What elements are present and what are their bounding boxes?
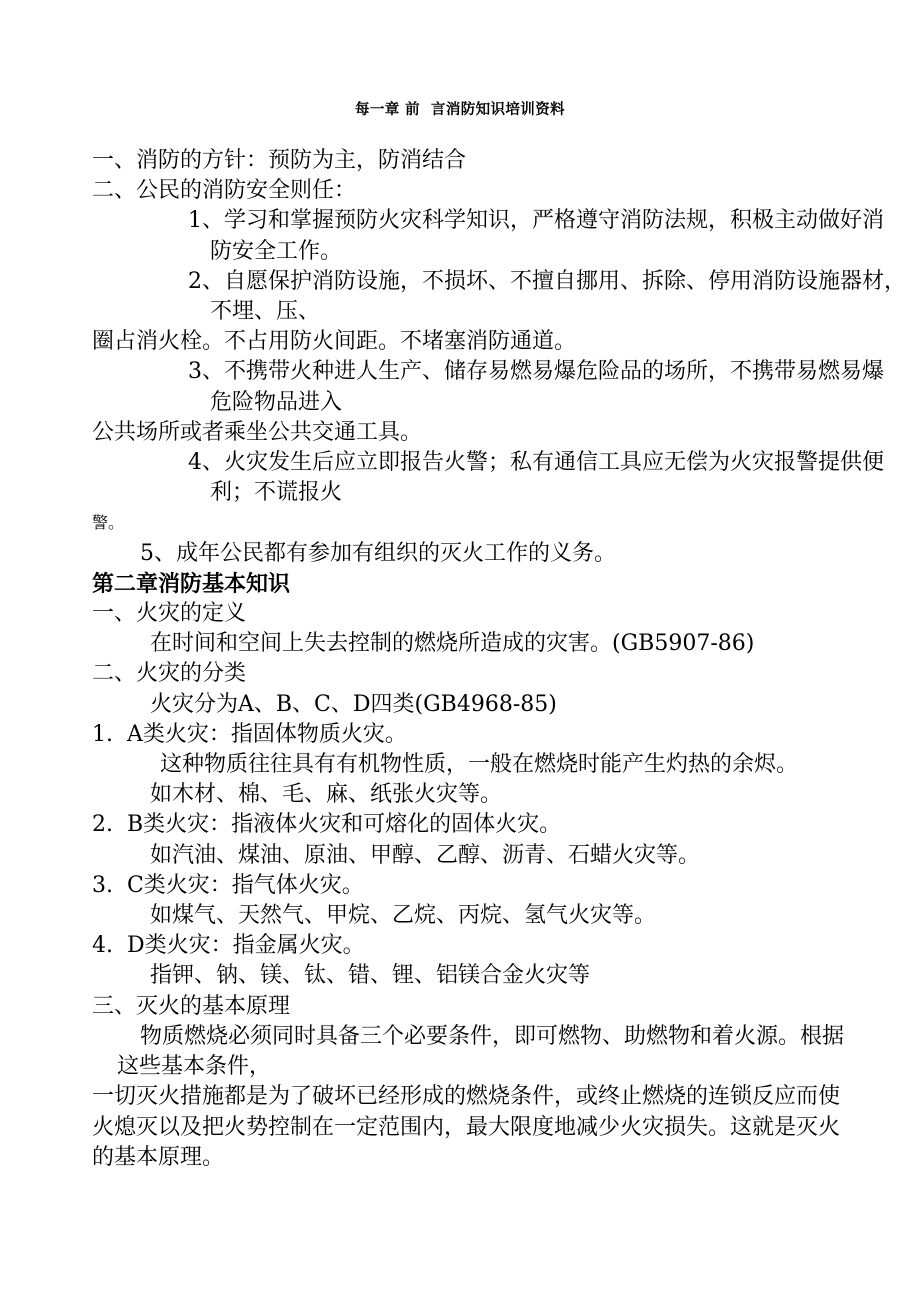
document-line: 1、学习和掌握预防火灾科学知识，严格遵守消防法规，积极主动做好消 <box>188 208 884 234</box>
document-line: 4、火灾发生后应立即报告火警；私有通信工具应无偿为火灾报警提供便 <box>188 450 884 476</box>
document-line: 这些基本条件， <box>117 1054 272 1080</box>
document-line: 一切灭火措施都是为了破坏已经形成的燃烧条件，或终止燃烧的连锁反应而使 <box>92 1084 841 1110</box>
document-line: 公共场所或者乘坐公共交通工具。 <box>92 419 423 445</box>
document-line: 如木材、棉、毛、麻、纸张火灾等。 <box>150 782 503 808</box>
document-line: 圈占消火栓。不占用防火间距。不堵塞消防通道。 <box>92 329 577 355</box>
document-line: 不埋、压、 <box>210 299 321 325</box>
document-line: 三、灭火的基本原理 <box>92 993 291 1019</box>
document-line: 二、公民的消防安全则任： <box>92 178 357 204</box>
document-line: 如煤气、天然气、甲烷、乙烷、丙烷、氢气火灾等。 <box>150 903 657 929</box>
document-line: 的基本原理。 <box>92 1144 225 1170</box>
document-line: 火灾分为A、B、C、D四类(GB4968-85) <box>150 691 557 717</box>
document-line: 4. D类火灾：指金属火灾。 <box>92 933 365 959</box>
document-line: 如汽油、煤油、原油、甲醇、乙醇、沥青、石蜡火灾等。 <box>150 842 701 868</box>
document-line: 一、火灾的定义 <box>92 601 247 627</box>
document-line: 这种物质往往具有有机物性质，一般在燃烧时能产生灼热的余烬。 <box>160 752 799 778</box>
document-line: 3. C类火灾：指气体火灾。 <box>92 872 364 898</box>
document-line: 1. A类火灾：指固体物质火灾。 <box>92 721 407 747</box>
document-line: 2. B类火灾：指液体火灾和可熔化的固体火灾。 <box>92 812 562 838</box>
document-line: 3、不携带火种进人生产、储存易燃易爆危险品的场所，不携带易燃易爆 <box>188 359 884 385</box>
document-line: 利；不谎报火 <box>210 480 343 506</box>
document-line: 2、自愿保护消防设施，不损坏、不擅自挪用、拆除、停用消防设施器材， <box>188 268 906 294</box>
document-line: 警。 <box>92 513 125 533</box>
document-body <box>92 146 906 1173</box>
document-line: 在时间和空间上失去控制的燃烧所造成的灾害。(GB5907-86) <box>150 631 755 657</box>
document-line: 第二章消防基本知识 <box>92 570 291 597</box>
document-line: 防安全工作。 <box>210 238 343 264</box>
document-line: 火熄灭以及把火势控制在一定范围内，最大限度地减少火灾损失。这就是灭火 <box>92 1114 841 1140</box>
document-line: 5、成年公民都有参加有组织的灭火工作的义务。 <box>140 540 616 566</box>
document-line: 指钾、钠、镁、钛、错、锂、铝镁合金火灾等 <box>150 963 591 989</box>
document-line: 物质燃烧必须同时具备三个必要条件，即可燃物、助燃物和着火源。根据 <box>140 1023 845 1049</box>
document-header-title: 每一章 前 言消防知识培训资料 <box>354 102 566 118</box>
document-line: 二、火灾的分类 <box>92 661 247 687</box>
document-line: 危险物品进入 <box>210 389 343 415</box>
document-line: 一、消防的方针：预防为主，防消结合 <box>92 148 467 173</box>
